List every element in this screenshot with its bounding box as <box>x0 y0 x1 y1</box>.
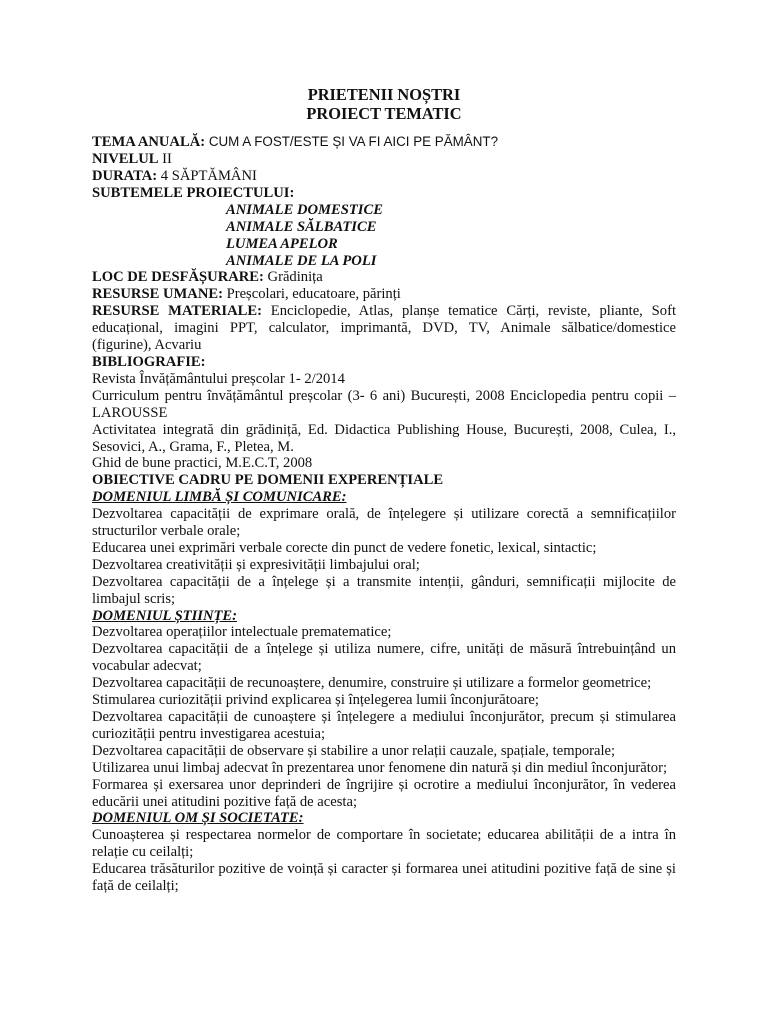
tema-label: TEMA ANUALĂ: <box>92 134 206 151</box>
obiectiv-item: Dezvoltarea operațiilor intelectuale prematematice; <box>92 624 392 641</box>
document-page <box>92 86 676 895</box>
resurse-umane-value: Preșcolari, educatoare, părinți <box>222 286 401 303</box>
obiectiv-item: Dezvoltarea capacității de a înțelege și a transmite intenții, gânduri, semnificații mijlocite de limbajul scris; <box>92 573 676 607</box>
obiectiv-item: Dezvoltarea capacității de cunoaștere și înțelegere a mediului înconjurător, precum și stimularea curiozității pentru investigarea acestuia; <box>92 709 676 742</box>
domeniul-om-heading: DOMENIUL OM ȘI SOCIETATE: <box>92 810 304 827</box>
obiectiv-item: Dezvoltarea capacității de recunoaștere, denumire, construire și utilizare a formelor geometrice; <box>92 675 652 692</box>
subtema-item: ANIMALE DE LA POLI <box>226 252 377 269</box>
obiectiv-item: Educarea unei exprimări verbale corecte din punct de vedere fonetic, lexical, sintactic; <box>92 539 597 556</box>
subtema-item: LUMEA APELOR <box>226 235 338 252</box>
durata-line <box>92 168 676 185</box>
obiectiv-item: Formarea și exersarea unor deprinderi de îngrijire și ocrotire a mediului înconjurător, în vederea educării unei atitudini pozitive față de acesta; <box>92 776 676 810</box>
loc-line <box>92 269 676 286</box>
bibliografie-heading: BIBLIOGRAFIE: <box>92 353 206 370</box>
document-title: PRIETENII NOȘTRI <box>307 85 461 104</box>
tema-value: CUM A FOST/ESTE ȘI VA FI AICI PE PĂMÂNT? <box>205 134 499 150</box>
document-subtitle: PROIECT TEMATIC <box>306 103 462 123</box>
resurse-materiale-paragraph <box>92 303 676 354</box>
tema-anuala-line <box>92 134 676 151</box>
bibliografie-item: Revista Învățământului preșcolar 1- 2/2014 <box>92 370 345 387</box>
resurse-umane-line <box>92 286 676 303</box>
obiectiv-item: Educarea trăsăturilor pozitive de voință și caracter și formarea unei atitudini pozitive față de sine și față de ceilalți; <box>92 861 676 895</box>
obiectiv-item: Dezvoltarea creativității și expresivității limbajului oral; <box>92 556 420 573</box>
bibliografie-item: Curriculum pentru învățământul preșcolar (3- 6 ani) București, 2008 Enciclopedia pentru copii – LAROUSSE <box>92 387 676 421</box>
title-spacer <box>92 123 676 134</box>
resurse-umane-label: RESURSE UMANE: <box>92 286 223 303</box>
obiectiv-item: Dezvoltarea capacității de observare și stabilire a unor relații cauzale, spațiale, temporale; <box>92 742 616 759</box>
nivel-label: NIVELUL <box>92 151 159 168</box>
obiectiv-item: Dezvoltarea capacității de a înțelege și utiliza numere, cifre, unități de măsură întrebuințând un vocabular adecvat; <box>92 641 676 675</box>
resurse-materiale-value: Enciclopedie, Atlas, planșe tematice Cărți, reviste, pliante, Soft educațional, imagini PPT, calculator, imprimantă, DVD, TV, Animale sălbatice/domestice (figurine), Acvariu <box>92 303 676 354</box>
obiective-heading: OBIECTIVE CADRU PE DOMENII EXPERENȚIALE <box>92 472 444 489</box>
obiectiv-item: Dezvoltarea capacității de exprimare orală, de înțelegere și utilizare corectă a semnificațiilor structurilor verbale orale; <box>92 506 676 540</box>
resurse-materiale-label: RESURSE MATERIALE: <box>92 303 262 320</box>
loc-value: Grădinița <box>263 269 323 286</box>
obiectiv-item: Utilizarea unui limbaj adecvat în prezentarea unor fenomene din natură și din mediul înconjurător; <box>92 759 668 776</box>
loc-label: LOC DE DESFĂȘURARE: <box>92 269 264 286</box>
durata-label: DURATA: <box>92 168 158 184</box>
obiectiv-item: Cunoașterea și respectarea normelor de comportare în societate; educarea abilității de a intra în relație cu ceilalți; <box>92 827 676 861</box>
nivel-value: II <box>158 151 172 168</box>
subtema-item: ANIMALE SĂLBATICE <box>226 218 377 235</box>
bibliografie-item: Activitatea integrată din grădiniță, Ed. Didactica Publishing House, București, 2008, Culea, I., Sesovici, A., Grama, F., Pletea, M. <box>92 421 676 455</box>
bibliografie-item: Ghid de bune practici, M.E.C.T, 2008 <box>92 455 313 472</box>
obiectiv-item: Stimularea curiozității privind explicarea și înțelegerea lumii înconjurătoare; <box>92 692 539 709</box>
nivel-line <box>92 151 676 168</box>
domeniul-stiinte-heading: DOMENIUL ȘTIINȚE: <box>92 607 238 624</box>
domeniul-limba-heading: DOMENIUL LIMBĂ ȘI COMUNICARE: <box>92 489 347 506</box>
durata-value: 4 SĂPTĂMÂNI <box>157 168 257 184</box>
subteme-heading: SUBTEMELE PROIECTULUI: <box>92 184 295 201</box>
subtema-item: ANIMALE DOMESTICE <box>226 201 383 218</box>
